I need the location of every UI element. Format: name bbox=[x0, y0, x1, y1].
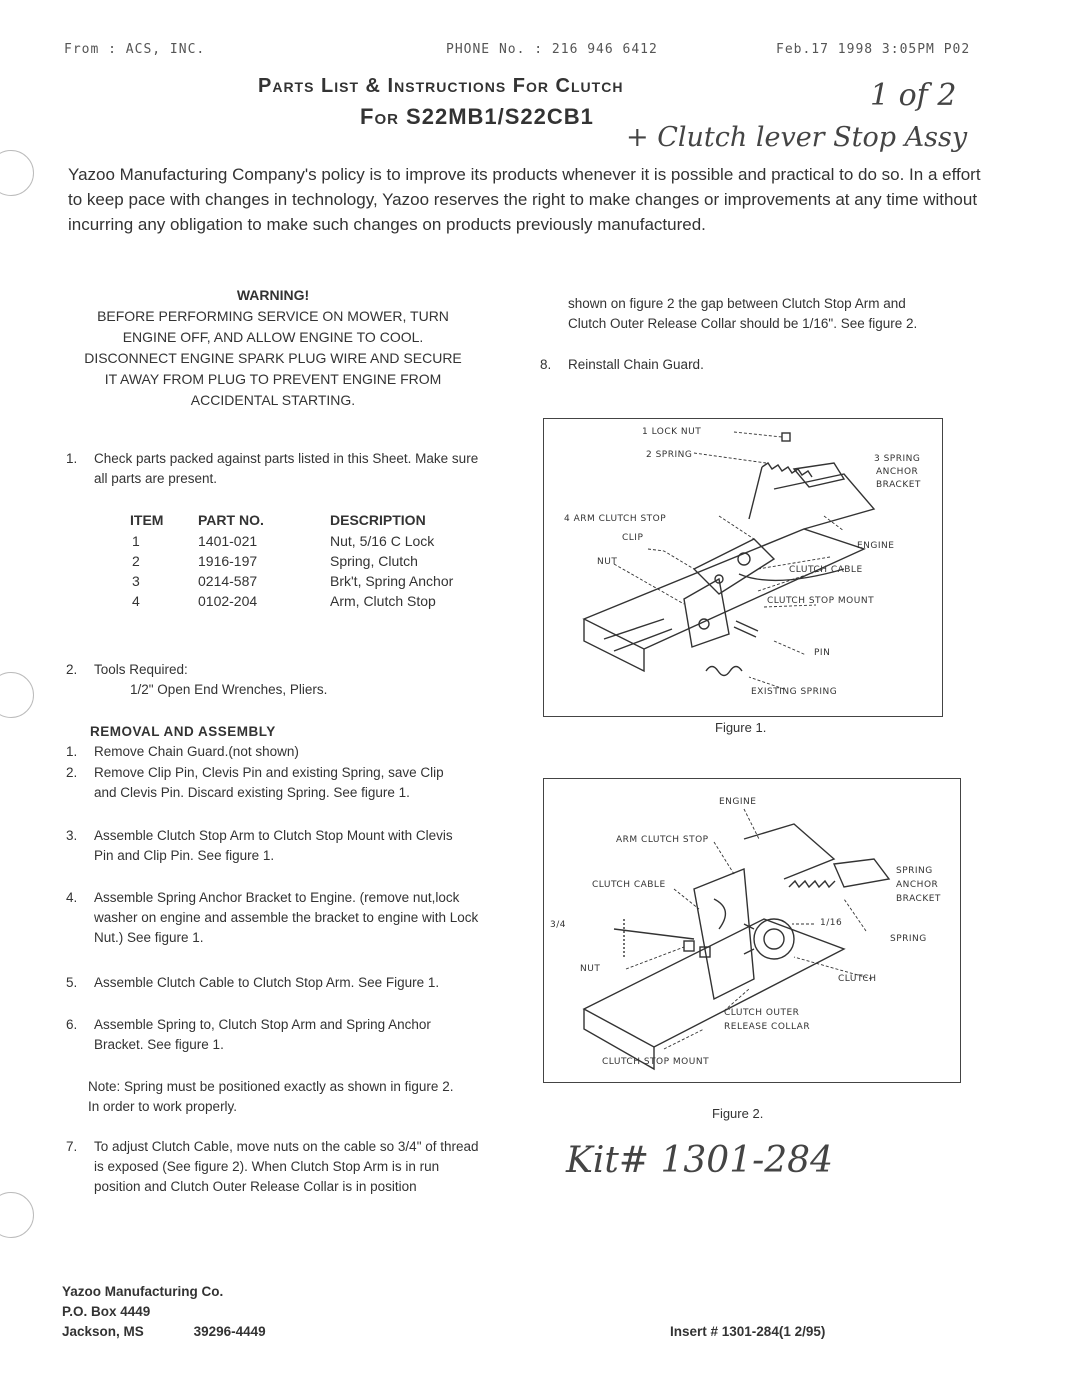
table-header: DESCRIPTION bbox=[330, 512, 426, 528]
step-number: 5. bbox=[66, 975, 78, 990]
warning-text: BEFORE PERFORMING SERVICE ON MOWER, TURN ENGINE OFF, AND ALLOW ENGINE TO COOL. DISCONNECT ENGINE SPARK PLUG WIRE AND SECURE IT AWAY FROM PLUG TO PREVENT ENGINE FROM ACCIDENTAL STARTING. bbox=[84, 308, 462, 408]
fig2-label-one-sixteenth: 1/16 bbox=[820, 918, 843, 928]
fig2-label-collar-a: CLUTCH OUTER bbox=[724, 1008, 800, 1018]
address-po-box: P.O. Box 4449 bbox=[62, 1304, 151, 1319]
description-cell: Arm, Clutch Stop bbox=[330, 593, 436, 609]
address-block bbox=[62, 1282, 362, 1352]
table-row bbox=[130, 571, 484, 591]
clutch bbox=[754, 919, 794, 959]
table-row bbox=[130, 531, 484, 551]
step-2 bbox=[66, 660, 486, 702]
existing-spring bbox=[706, 667, 742, 676]
parts-table bbox=[130, 512, 484, 611]
fax-phone: PHONE No. : 216 946 6412 bbox=[446, 42, 658, 57]
step-number: 2. bbox=[66, 662, 78, 677]
figure-1 bbox=[543, 418, 943, 717]
warning-title: WARNING! bbox=[236, 287, 310, 303]
fig2-label-arm: ARM CLUTCH STOP bbox=[616, 835, 709, 845]
step-text: Remove Chain Guard.(not shown) bbox=[94, 744, 299, 759]
figure-2-caption: Figure 2. bbox=[712, 1106, 764, 1121]
fig2-label-three-quarter: 3/4 bbox=[550, 920, 566, 930]
fig1-label-bracket-b: ANCHOR bbox=[876, 467, 919, 477]
removal-step-7 bbox=[66, 1137, 486, 1219]
step-text: To adjust Clutch Cable, move nuts on the cable so 3/4" of thread is exposed (See figure 2). When Clutch Stop Arm is in run position and Clutch Outer Release Collar is in position bbox=[94, 1139, 479, 1194]
engine-body bbox=[744, 824, 834, 879]
step-text: Assemble Clutch Stop Arm to Clutch Stop Mount with Clevis Pin and Clip Pin. See figure 1. bbox=[94, 828, 453, 863]
fig1-label-bracket-a: 3 SPRING bbox=[874, 454, 921, 464]
step-text: Check parts packed against parts listed in this Sheet. Make sure all parts are present. bbox=[94, 451, 479, 486]
fax-from: From : ACS, INC. bbox=[64, 42, 206, 57]
pin bbox=[734, 621, 758, 637]
fig2-label-clutch: CLUTCH bbox=[838, 974, 877, 984]
figure-1-caption: Figure 1. bbox=[715, 720, 767, 735]
page-subtitle: For S22MB1/S22CB1 bbox=[360, 104, 594, 129]
handwritten-kit-number: Kit# 1301-284 bbox=[566, 1140, 833, 1181]
fig2-label-collar-b: RELEASE COLLAR bbox=[724, 1022, 811, 1032]
removal-title: REMOVAL AND ASSEMBLY bbox=[90, 724, 276, 739]
fig1-label-arm: 4 ARM CLUTCH STOP bbox=[564, 514, 667, 524]
item-cell: 4 bbox=[132, 593, 140, 609]
step-number: 6. bbox=[66, 1017, 78, 1032]
fig1-label-lock-nut: 1 LOCK NUT bbox=[642, 427, 702, 437]
step-text: Assemble Clutch Cable to Clutch Stop Arm. See Figure 1. bbox=[94, 975, 440, 990]
punch-hole bbox=[0, 1192, 34, 1238]
fax-date: Feb.17 1998 3:05PM P02 bbox=[776, 42, 971, 57]
engine-body bbox=[774, 474, 874, 529]
item-cell: 1 bbox=[132, 533, 140, 549]
step-text: Assemble Spring Anchor Bracket to Engine. (remove nut,lock washer on engine and assemble the bracket to engine with Lock Nut.) See figure 1. bbox=[94, 890, 479, 945]
clutch-cable bbox=[614, 929, 694, 939]
page-title: Parts List & Instructions For Clutch bbox=[258, 75, 624, 97]
fig1-label-nut: NUT bbox=[597, 557, 618, 567]
removal-step bbox=[66, 763, 476, 825]
address-city-state: Jackson, MS bbox=[62, 1324, 144, 1339]
fig2-label-engine: ENGINE bbox=[719, 797, 757, 807]
fig1-label-clutch-stop-mount: CLUTCH STOP MOUNT bbox=[767, 596, 875, 606]
fig1-label-spring: 2 SPRING bbox=[646, 450, 693, 460]
part-no-cell: 0102-204 bbox=[198, 593, 258, 609]
step-number: 1. bbox=[66, 744, 78, 759]
fig2-label-spring-a: SPRING bbox=[896, 866, 933, 876]
fig1-label-bracket-c: BRACKET bbox=[876, 480, 921, 490]
item-cell: 2 bbox=[132, 553, 140, 569]
fig2-label-spring: SPRING bbox=[890, 934, 927, 944]
spring-anchor-bracket bbox=[834, 859, 889, 887]
spring bbox=[789, 881, 835, 887]
fig1-label-existing-spring: EXISTING SPRING bbox=[751, 687, 838, 697]
arm-hole bbox=[738, 553, 750, 565]
step-text: Reinstall Chain Guard. bbox=[568, 357, 704, 372]
step-number: 2. bbox=[66, 765, 78, 780]
fig2-label-nut: NUT bbox=[580, 964, 601, 974]
fig1-label-pin: PIN bbox=[814, 648, 831, 658]
handwritten-page-note: 1 of 2 bbox=[870, 78, 957, 113]
figure-2-diagram bbox=[544, 779, 960, 1082]
policy-paragraph: Yazoo Manufacturing Company's policy is to improve its products whenever it is possible and practical to do so. In a effort to keep pace with changes in technology, Yazoo reserves the right to make changes or improvements at any time without incurring any obligation to make such changes on products previously manufactured. bbox=[68, 165, 981, 234]
step-number: 7. bbox=[66, 1139, 78, 1154]
removal-step bbox=[66, 973, 476, 1015]
warning-block bbox=[78, 285, 468, 411]
lock-nut bbox=[782, 433, 790, 441]
table-row bbox=[130, 591, 484, 611]
punch-hole bbox=[0, 150, 34, 196]
part-no-cell: 1916-197 bbox=[198, 553, 258, 569]
removal-step-8 bbox=[540, 355, 840, 375]
punch-hole bbox=[0, 672, 34, 718]
description-cell: Brk't, Spring Anchor bbox=[330, 573, 454, 589]
tools-list: 1/2" Open End Wrenches, Pliers. bbox=[130, 682, 328, 697]
table-row bbox=[130, 551, 484, 571]
table-header: PART NO. bbox=[198, 512, 264, 528]
step-text: Tools Required: bbox=[94, 662, 188, 677]
address-city bbox=[62, 1322, 362, 1342]
step-text: Assemble Spring to, Clutch Stop Arm and Spring Anchor Bracket. See figure 1. bbox=[94, 1017, 431, 1052]
spring-2 bbox=[762, 463, 812, 477]
figure-2 bbox=[543, 778, 961, 1083]
step-1 bbox=[66, 449, 486, 493]
part-no-cell: 0214-587 bbox=[198, 573, 258, 589]
removal-step bbox=[66, 826, 476, 888]
part-no-cell: 1401-021 bbox=[198, 533, 258, 549]
fig2-label-mount: CLUTCH STOP MOUNT bbox=[602, 1057, 710, 1067]
item-cell: 3 bbox=[132, 573, 140, 589]
step-text: Remove Clip Pin, Clevis Pin and existing Spring, save Clip and Clevis Pin. Discard existing Spring. See figure 1. bbox=[94, 765, 444, 800]
handwritten-subtitle-note: + Clutch lever Stop Assy bbox=[626, 122, 968, 153]
step-7-continued: shown on figure 2 the gap between Clutch Stop Arm and Clutch Outer Release Collar should be 1/16". See figure 2. bbox=[568, 296, 918, 331]
description-cell: Nut, 5/16 C Lock bbox=[330, 533, 435, 549]
nut bbox=[684, 941, 694, 951]
step-number: 3. bbox=[66, 828, 78, 843]
address-company: Yazoo Manufacturing Co. bbox=[62, 1284, 224, 1299]
fig2-label-clutch-cable: CLUTCH CABLE bbox=[592, 880, 666, 890]
step-number: 4. bbox=[66, 890, 78, 905]
description-cell: Spring, Clutch bbox=[330, 553, 418, 569]
insert-number: Insert # 1301-284(1 2/95) bbox=[670, 1324, 826, 1339]
removal-step bbox=[66, 888, 479, 970]
table-header: ITEM bbox=[130, 512, 164, 528]
fig2-label-spring-c: BRACKET bbox=[896, 894, 941, 904]
fig1-label-engine: ENGINE bbox=[857, 541, 895, 551]
figure-1-diagram bbox=[544, 419, 942, 716]
fig1-label-clip: CLIP bbox=[622, 533, 644, 543]
removal-step bbox=[66, 1015, 476, 1057]
note-text: Note: Spring must be positioned exactly as shown in figure 2. In order to work properly. bbox=[88, 1079, 454, 1114]
fig1-label-clutch-cable: CLUTCH CABLE bbox=[789, 565, 863, 575]
removal-step bbox=[66, 742, 476, 762]
fig2-label-spring-b: ANCHOR bbox=[896, 880, 939, 890]
arm-clutch-stop bbox=[694, 869, 754, 999]
step-number: 1. bbox=[66, 451, 78, 466]
step-number: 8. bbox=[540, 357, 552, 372]
address-zip: 39296-4449 bbox=[193, 1324, 266, 1339]
